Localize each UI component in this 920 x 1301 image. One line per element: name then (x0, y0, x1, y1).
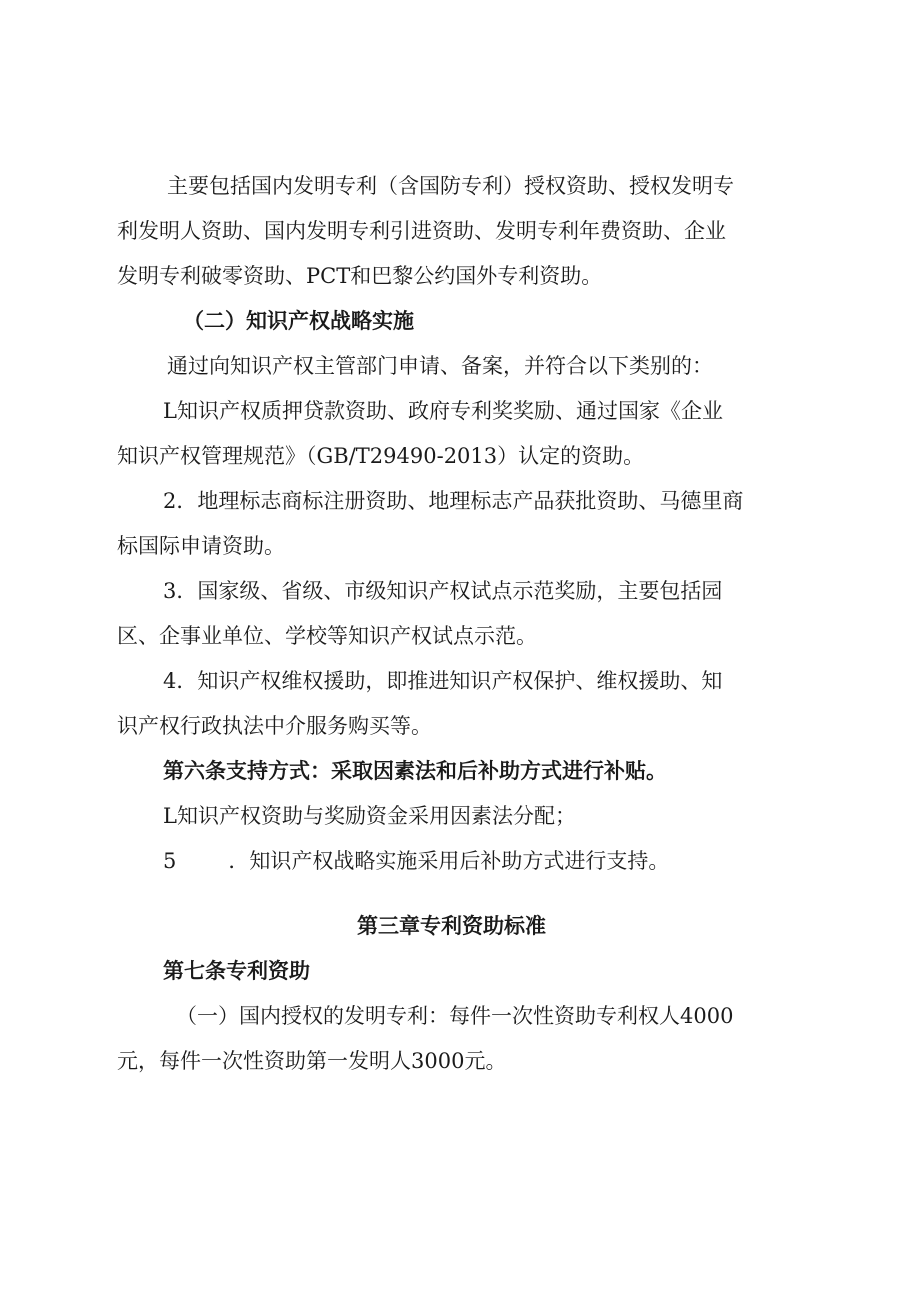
para-line: 元，每件一次性资助第一发明人3000元。 (117, 1049, 507, 1073)
list-item-line: 3．国家级、省级、市级知识产权试点示范奖励，主要包括园 (163, 579, 723, 603)
list-text: ．知识产权战略实施采用后补助方式进行支持。 (228, 849, 670, 873)
section-heading: （二）知识产权战略实施 (183, 308, 414, 333)
para-line: 区、企事业单位、学校等知识产权试点示范。 (117, 624, 537, 648)
para-line: 利发明人资助、国内发明专利引进资助、发明专利年费资助、企业 (117, 219, 726, 243)
list-item-line (163, 847, 669, 875)
list-item-line: L知识产权资助与奖励资金采用因素法分配； (163, 804, 576, 828)
para-line: 主要包括国内发明专利（含国防专利）授权资助、授权发明专 (167, 174, 734, 198)
para-line: 发明专利破零资助、PCT和巴黎公约国外专利资助。 (117, 264, 603, 288)
list-item-line: 2．地理标志商标注册资助、地理标志产品获批资助、马德里商 (163, 489, 744, 513)
para-line: 识产权行政执法中介服务购买等。 (117, 714, 432, 738)
para-line: 知识产权管理规范》（GB/T29490-2013）认定的资助。 (117, 444, 645, 468)
list-item-line: L知识产权质押贷款资助、政府专利奖奖励、通过国家《企业 (163, 399, 723, 423)
article-heading: 第七条专利资助 (163, 958, 310, 983)
para-line: （一）国内授权的发明专利：每件一次性资助专利权人4000 (176, 1004, 734, 1028)
article-heading: 第六条支持方式：采取因素法和后补助方式进行补贴。 (163, 758, 667, 783)
para-line: 通过向知识产权主管部门申请、备案，并符合以下类别的： (167, 354, 713, 378)
para-line: 标国际申请资助。 (117, 534, 285, 558)
chapter-title: 第三章专利资助标准 (357, 913, 546, 938)
list-item-line: 4．知识产权维权援助，即推进知识产权保护、维权援助、知 (163, 669, 723, 693)
list-number: 5 (163, 849, 177, 873)
